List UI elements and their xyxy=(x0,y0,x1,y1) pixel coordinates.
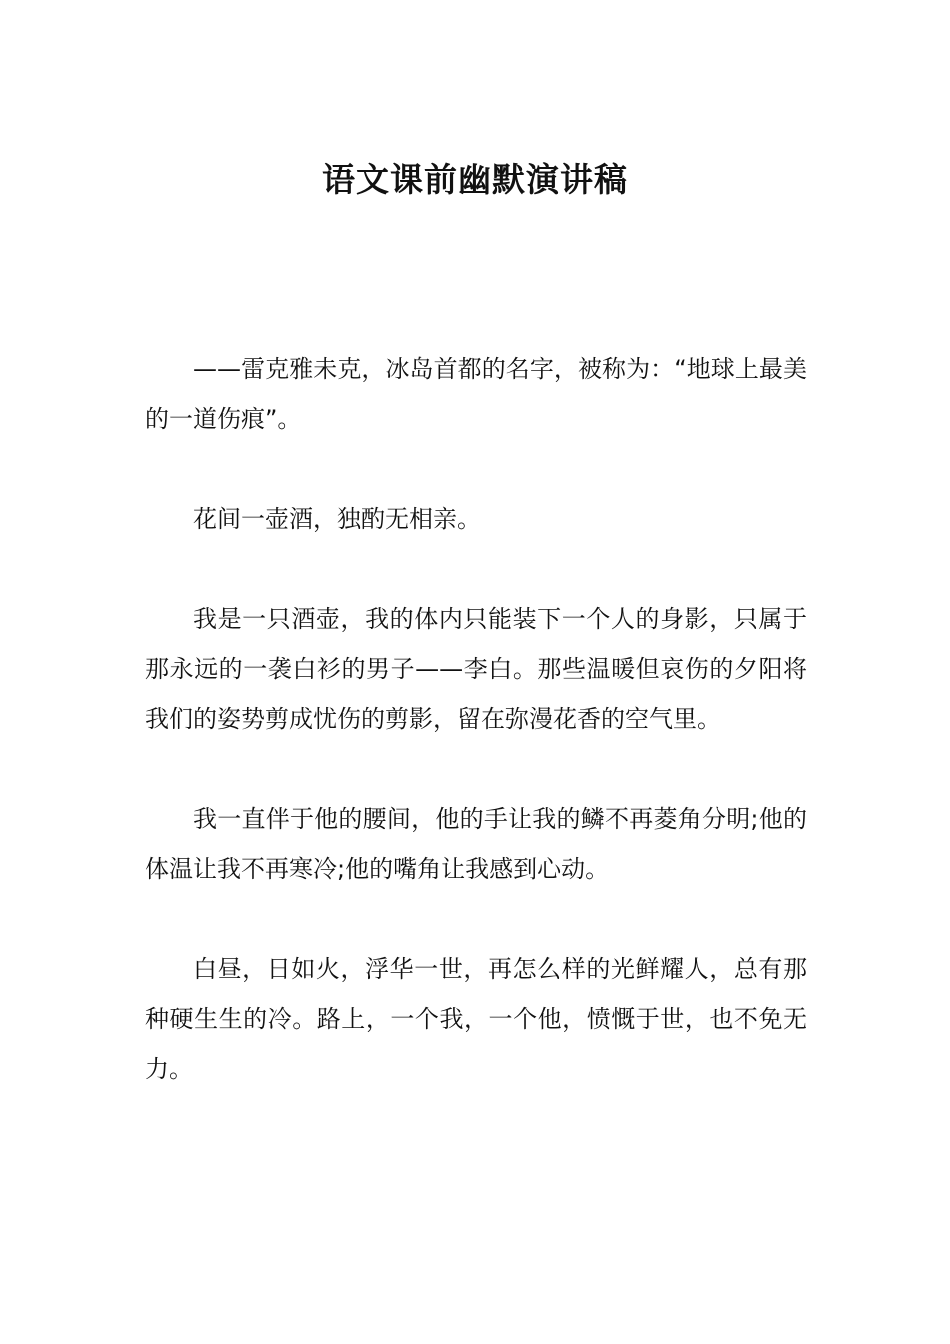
paragraph: ——雷克雅未克，冰岛首都的名字，被称为：“地球上最美的一道伤痕”。 xyxy=(145,355,807,433)
paragraph: 花间一壶酒，独酌无相亲。 xyxy=(193,505,481,533)
paragraph: 我是一只酒壶，我的体内只能装下一个人的身影，只属于那永远的一袭白衫的男子——李白。那些温暖但哀伤的夕阳将我们的姿势剪成忧伤的剪影，留在弥漫花香的空气里。 xyxy=(145,605,807,733)
document-title: 语文课前幽默演讲稿 xyxy=(322,160,628,199)
paragraph: 我一直伴于他的腰间，他的手让我的鳞不再菱角分明;他的体温让我不再寒冷;他的嘴角让我感到心动。 xyxy=(145,805,807,883)
paragraph: 白昼，日如火，浮华一世，再怎么样的光鲜耀人，总有那种硬生生的冷。路上，一个我，一个他，愤慨于世，也不免无力。 xyxy=(145,955,807,1083)
document-body xyxy=(145,344,807,1144)
